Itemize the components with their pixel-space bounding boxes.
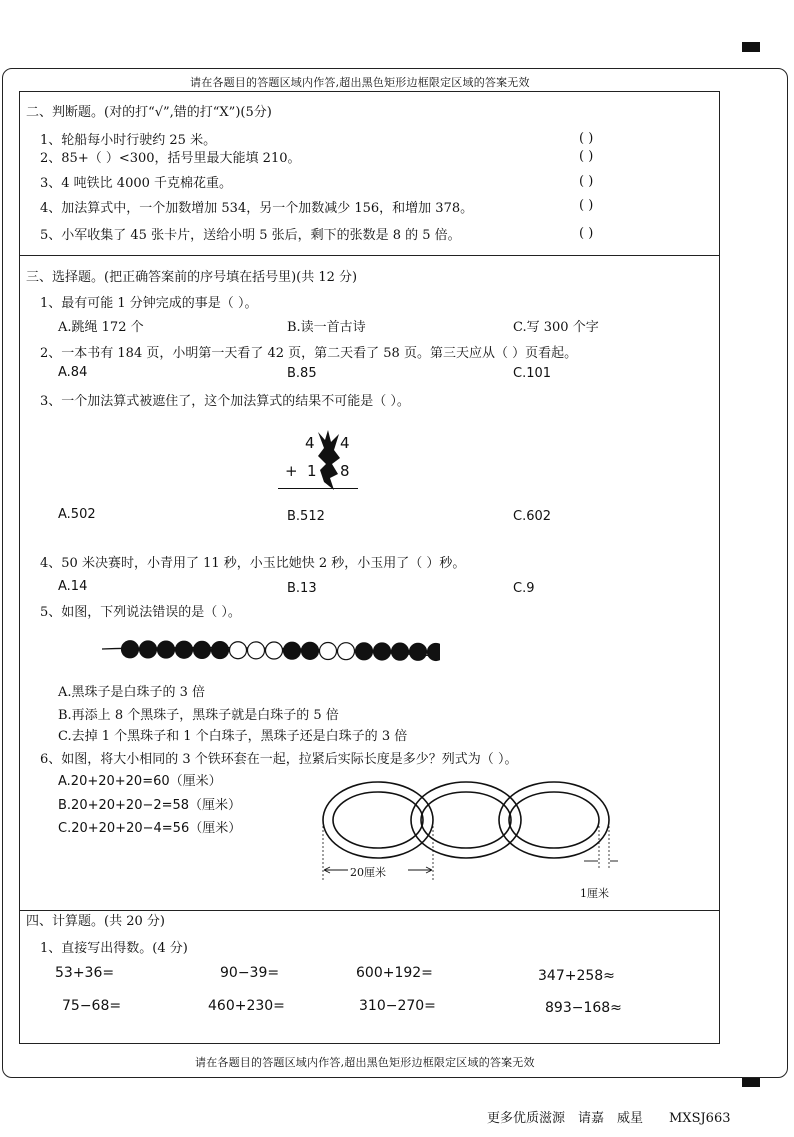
q4-option-b[interactable]: B.13 [287, 581, 317, 596]
section4-title: 四、计算题。(共 20 分) [26, 914, 165, 929]
black-bead [410, 643, 427, 660]
judge-item-2: 2、85+（ ）<300，括号里最大能填 210。 [40, 151, 301, 166]
q5-option-c[interactable]: C.去掉 1 个黑珠子和 1 个白珠子，黑珠子还是白珠子的 3 倍 [58, 729, 408, 744]
q3-option-b[interactable]: B.512 [287, 509, 325, 524]
judge-answer-blank-1[interactable]: ( ) [579, 131, 594, 146]
q1-option-b[interactable]: B.读一首古诗 [287, 320, 366, 335]
calc-r2-c4: 893−168≈ [545, 1000, 622, 1016]
judge-answer-blank-3[interactable]: ( ) [579, 174, 594, 189]
q1-option-a[interactable]: A.跳绳 172 个 [58, 320, 144, 335]
black-bead [176, 641, 193, 658]
sum-underline [278, 488, 358, 489]
black-bead [122, 641, 139, 658]
black-bead [194, 641, 211, 658]
judge-answer-blank-4[interactable]: ( ) [579, 198, 594, 213]
calc-r1-c1: 53+36= [55, 965, 115, 981]
calc-q1: 1、直接写出得数。(4 分) [40, 941, 188, 956]
bottom-notice: 请在各题目的答题区域内作答,超出黑色矩形边框限定区域的答案无效 [195, 1056, 535, 1069]
q4-option-a[interactable]: A.14 [58, 579, 88, 594]
q6-option-a[interactable]: A.20+20+20=60（厘米） [58, 774, 222, 789]
q2-option-b[interactable]: B.85 [287, 366, 317, 381]
white-bead [248, 642, 265, 659]
judge-item-3: 3、4 吨铁比 4000 千克棉花重。 [40, 176, 233, 191]
q5-option-a[interactable]: A.黑珠子是白珠子的 3 倍 [58, 685, 206, 700]
choice-q1: 1、最有可能 1 分钟完成的事是（ ）。 [40, 296, 258, 311]
addend2-digit-hundreds: 1 [307, 462, 317, 480]
corner-marker-bottom [742, 1077, 760, 1087]
black-bead [392, 643, 409, 660]
section3-title: 三、选择题。(把正确答案前的序号填在括号里)(共 12 分) [26, 270, 358, 285]
corner-marker-top [742, 42, 760, 52]
black-bead [302, 642, 319, 659]
q1-option-c[interactable]: C.写 300 个字 [513, 320, 599, 335]
top-notice: 请在各题目的答题区域内作答,超出黑色矩形边框限定区域的答案无效 [190, 76, 530, 89]
addend1-digit-ones: 4 [340, 434, 350, 452]
q5-option-b[interactable]: B.再添上 8 个黑珠子，黑珠子就是白珠子的 5 倍 [58, 708, 339, 723]
bead-string-figure [100, 634, 440, 664]
addend1-digit-hundreds: 4 [305, 434, 315, 452]
choice-q3: 3、一个加法算式被遮住了，这个加法算式的结果不可能是（ ）。 [40, 394, 410, 409]
white-bead [230, 642, 247, 659]
ring-length-label: 20厘米 [350, 866, 386, 879]
judge-item-5: 5、小军收集了 45 张卡片，送给小明 5 张后，剩下的张数是 8 的 5 倍。 [40, 228, 461, 243]
black-bead [374, 643, 391, 660]
choice-q6: 6、如图，将大小相同的 3 个铁环套在一起，拉紧后实际长度是多少？列式为（ ）。 [40, 752, 518, 767]
section2-title: 二、判断题。(对的打“√”,错的打“X”)(5分) [26, 105, 272, 120]
divider-1 [19, 255, 720, 256]
bead-group [122, 641, 441, 661]
q6-option-c[interactable]: C.20+20+20−4=56（厘米） [58, 821, 242, 836]
judge-item-4: 4、加法算式中，一个加数增加 534，另一个加数减少 156，和增加 378。 [40, 201, 474, 216]
white-bead [320, 643, 337, 660]
judge-answer-blank-5[interactable]: ( ) [579, 226, 594, 241]
judge-item-1: 1、轮船每小时行驶约 25 米。 [40, 133, 217, 148]
white-bead [338, 643, 355, 660]
black-bead [212, 642, 229, 659]
q6-option-b[interactable]: B.20+20+20−2=58（厘米） [58, 798, 242, 813]
black-bead [158, 641, 175, 658]
choice-q2: 2、一本书有 184 页，小明第一天看了 42 页，第二天看了 58 页。第三天应从（ ）页看起。 [40, 346, 578, 361]
q3-option-a[interactable]: A.502 [58, 507, 96, 522]
calc-r2-c2: 460+230= [208, 998, 285, 1014]
q2-option-a[interactable]: A.84 [58, 365, 88, 380]
calc-r2-c1: 75−68= [62, 998, 122, 1014]
black-bead [140, 641, 157, 658]
calc-r1-c4: 347+258≈ [538, 968, 615, 984]
white-bead [266, 642, 283, 659]
black-bead [428, 643, 441, 660]
addend2-digit-ones: 8 [340, 462, 350, 480]
judge-answer-blank-2[interactable]: ( ) [579, 149, 594, 164]
q4-option-c[interactable]: C.9 [513, 581, 535, 596]
choice-q4: 4、50 米决赛时，小青用了 11 秒，小玉比她快 2 秒，小玉用了（ ）秒。 [40, 556, 466, 571]
black-bead [284, 642, 301, 659]
calc-r1-c2: 90−39= [220, 965, 280, 981]
q3-option-c[interactable]: C.602 [513, 509, 552, 524]
footer-text: 更多优质滋源 请嘉 威星 MXSJ663 [487, 1111, 731, 1126]
covered-addition-figure [270, 430, 370, 500]
calc-r2-c3: 310−270= [359, 998, 436, 1014]
calc-r1-c3: 600+192= [356, 965, 433, 981]
black-bead [356, 643, 373, 660]
choice-q5: 5、如图，下列说法错误的是（ ）。 [40, 605, 241, 620]
plus-sign: + [285, 462, 298, 480]
q2-option-c[interactable]: C.101 [513, 366, 552, 381]
ink-blot-cover [314, 430, 342, 492]
ring-thickness-label: 1厘米 [580, 887, 609, 900]
